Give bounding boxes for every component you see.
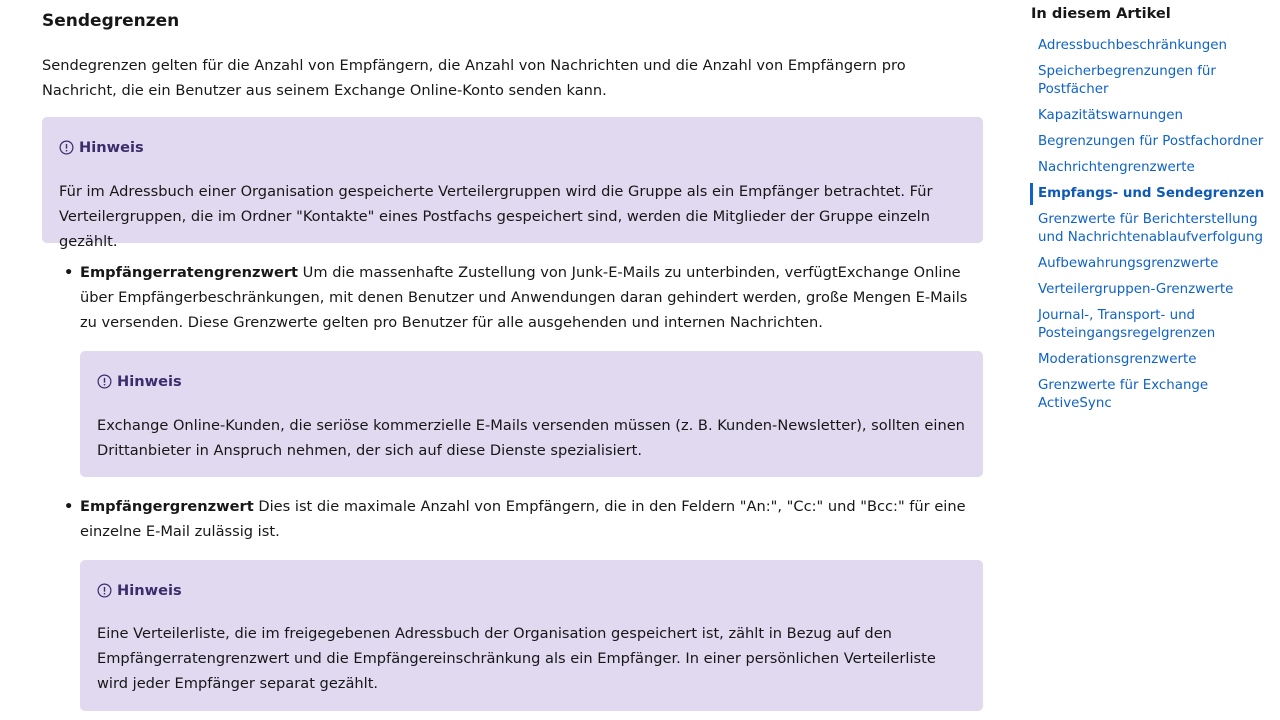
- bullet-marker: •: [64, 264, 74, 281]
- info-circle-icon: [97, 583, 112, 598]
- toc-link-journal-transport[interactable]: Journal-, Transport- und Posteingangsregelgrenzen: [1038, 308, 1216, 341]
- toc-link-nachrichtengrenzwerte[interactable]: Nachrichtengrenzwerte: [1038, 160, 1195, 175]
- bullet-marker: •: [64, 498, 74, 515]
- note-heading: [97, 371, 966, 391]
- toc-link-postfachordner[interactable]: Begrenzungen für Postfachordner: [1038, 134, 1264, 149]
- toc-link-activesync[interactable]: Grenzwerte für Exchange ActiveSync: [1038, 378, 1209, 411]
- toc-link-empfangs-sendegrenzen[interactable]: Empfangs- und Sendegrenzen: [1030, 185, 1270, 203]
- note-label: Hinweis: [117, 372, 182, 390]
- note-box: [42, 117, 983, 250]
- info-circle-icon: [59, 140, 74, 155]
- list-item: [64, 494, 983, 544]
- list-item: [64, 260, 983, 335]
- toc-link-adressbuch[interactable]: Adressbuchbeschränkungen: [1038, 38, 1227, 53]
- toc-link-speicherbegrenzungen[interactable]: Speicherbegrenzungen für Postfächer: [1038, 64, 1216, 97]
- bullet-text: Um die massenhafte Zustellung von Junk-E-Mails zu unterbinden, verfügtExchange Online über Empfängerbeschränkungen, mit denen Benutzer und Anwendungen daran gehindert werden, große Mengen E-Mails zu versenden. Diese Grenzwerte gelten pro Benutzer für alle ausgehenden und internen Nachrichten.: [80, 264, 968, 331]
- note-text: Exchange Online-Kunden, die seriöse kommerzielle E-Mails versenden müssen (z. B. Kunden-Newsletter), sollten einen Drittanbieter in Anspruch nehmen, der sich auf diese Dienste spezialisiert.: [97, 417, 965, 459]
- bullet-term: Empfängergrenzwert: [80, 498, 254, 515]
- toc-link-verteilergruppen[interactable]: Verteilergruppen-Grenzwerte: [1038, 282, 1234, 297]
- toc-title: In diesem Artikel: [1031, 5, 1171, 22]
- bullet-text: Dies ist die maximale Anzahl von Empfängern, die in den Feldern "An:", "Cc:" und "Bcc:" für eine einzelne E-Mail zulässig ist.: [80, 498, 966, 540]
- info-circle-icon: [97, 374, 112, 389]
- note-label: Hinweis: [79, 138, 144, 156]
- toc-link-aufbewahrung[interactable]: Aufbewahrungsgrenzwerte: [1038, 256, 1219, 271]
- toc-list: [1030, 37, 1270, 421]
- note-box: [80, 351, 983, 477]
- note-text: Eine Verteilerliste, die im freigegebenen Adressbuch der Organisation gespeichert ist, zählt in Bezug auf den Empfängerratengrenzwert und die Empfängereinschränkung als ein Empfänger. In einer persönlichen Verteilerliste wird jeder Empfänger separat gezählt.: [97, 625, 936, 692]
- intro-paragraph: Sendegrenzen gelten für die Anzahl von Empfängern, die Anzahl von Nachrichten und die Anzahl von Empfängern pro Nachricht, die ein Benutzer aus seinem Exchange Online-Konto senden kann.: [42, 57, 906, 99]
- toc-link-moderation[interactable]: Moderationsgrenzwerte: [1038, 352, 1197, 367]
- note-text: Für im Adressbuch einer Organisation gespeicherte Verteilergruppen wird die Gruppe als ein Empfänger betrachtet. Für Verteilergruppen, die im Ordner "Kontakte" eines Postfachs gespeichert sind, werden die Mitglieder der Gruppe einzeln gezählt.: [59, 183, 933, 250]
- note-label: Hinweis: [117, 581, 182, 599]
- note-heading: [97, 580, 966, 600]
- section-title: Sendegrenzen: [42, 11, 180, 31]
- note-heading: [59, 137, 966, 157]
- note-box: [80, 560, 983, 711]
- toc-link-kapazitaetswarnungen[interactable]: Kapazitätswarnungen: [1038, 108, 1184, 123]
- bullet-term: Empfängerratengrenzwert: [80, 264, 299, 281]
- toc-link-berichterstellung[interactable]: Grenzwerte für Berichterstellung und Nachrichtenablaufverfolgung: [1038, 212, 1263, 245]
